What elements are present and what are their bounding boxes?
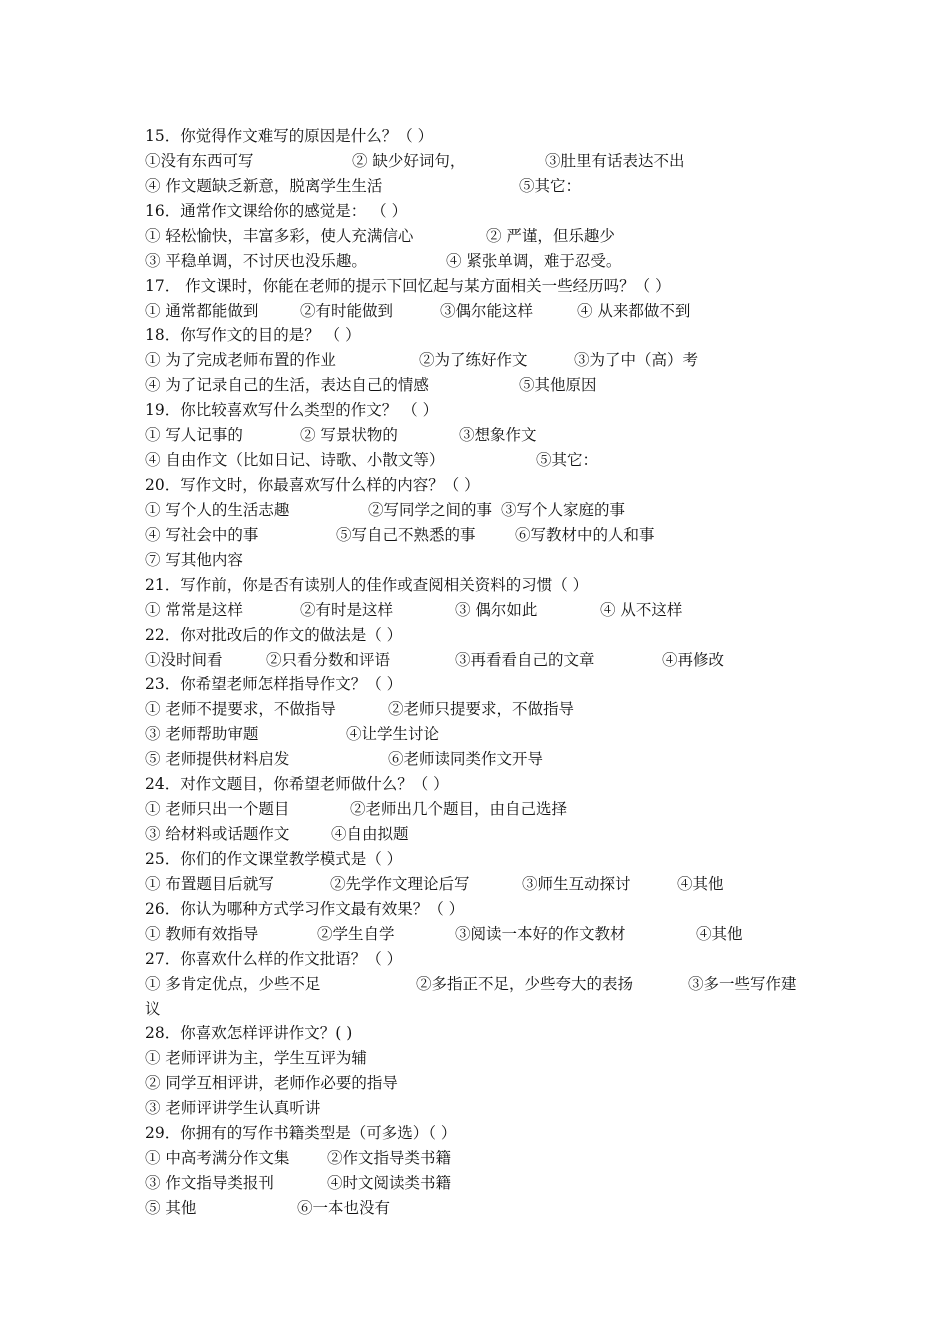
answer-option: ⑤写自己不熟悉的事: [336, 526, 476, 544]
question-text: 16．通常作文课给你的感觉是： （ ）: [145, 202, 408, 220]
answer-option: ②多指正不足，少些夸大的表扬: [416, 975, 634, 993]
answer-option: ②写同学之间的事: [368, 501, 493, 519]
answer-option: ③ 作文指导类报刊: [145, 1174, 274, 1192]
answer-option: ②作文指导类书籍: [327, 1149, 452, 1167]
question-text: 26．你认为哪种方式学习作文最有效果？（ ）: [145, 900, 465, 918]
answer-option: ②老师出几个题目，由自己选择: [350, 800, 568, 818]
answer-option: ① 写人记事的: [145, 426, 243, 444]
answer-option: ② 同学互相评讲，老师作必要的指导: [145, 1074, 398, 1092]
answer-option: ① 通常都能做到: [145, 302, 259, 320]
answer-option: ①没时间看: [145, 651, 223, 669]
answer-option: ⑥一本也没有: [297, 1199, 391, 1217]
answer-option: ① 写个人的生活志趣: [145, 501, 290, 519]
answer-option: ⑦ 写其他内容: [145, 551, 243, 569]
answer-option: ②为了练好作文: [419, 351, 528, 369]
answer-option: ④ 为了记录自己的生活，表达自己的情感: [145, 376, 429, 394]
answer-option: ① 轻松愉快，丰富多彩，使人充满信心: [145, 227, 414, 245]
answer-option: ②有时能做到: [300, 302, 394, 320]
answer-option: ③ 老师评讲学生认真听讲: [145, 1099, 321, 1117]
question-text: 23．你希望老师怎样指导作文？（ ）: [145, 675, 403, 693]
answer-option: ④其他: [677, 875, 724, 893]
answer-option: ① 多肯定优点，少些不足: [145, 975, 321, 993]
answer-option: ① 布置题目后就写: [145, 875, 274, 893]
answer-option: ⑥老师读同类作文开导: [388, 750, 544, 768]
question-text: 22．你对批改后的作文的做法是（ ）: [145, 626, 403, 644]
answer-option: ⑤ 其他: [145, 1199, 197, 1217]
answer-option: ⑤其它：: [536, 451, 599, 469]
answer-option: ③多一些写作建: [688, 975, 797, 993]
answer-option: ②学生自学: [317, 925, 395, 943]
answer-option: ① 常常是这样: [145, 601, 243, 619]
answer-option: ④ 写社会中的事: [145, 526, 259, 544]
answer-option: ③想象作文: [459, 426, 537, 444]
answer-option: ③ 平稳单调，不讨厌也没乐趣。: [145, 252, 367, 270]
answer-option: ③ 给材料或话题作文: [145, 825, 290, 843]
answer-option: ⑤其它：: [519, 177, 582, 195]
answer-option: ④让学生讨论: [346, 725, 440, 743]
question-text: 15．你觉得作文难写的原因是什么？（ ）: [145, 127, 434, 145]
answer-option: ②老师只提要求，不做指导: [388, 700, 575, 718]
answer-option: ③ 老师帮助审题: [145, 725, 259, 743]
answer-option: ③阅读一本好的作文教材: [455, 925, 626, 943]
answer-option: ③偶尔能这样: [440, 302, 534, 320]
answer-option: ③ 偶尔如此: [455, 601, 538, 619]
answer-option: ④ 自由作文（比如日记、诗歌、小散文等）: [145, 451, 445, 469]
question-text: 28．你喜欢怎样评讲作文？( ): [145, 1024, 353, 1042]
answer-option: ④ 作文题缺乏新意，脱离学生生活: [145, 177, 383, 195]
answer-option: ① 老师评讲为主，学生互评为辅: [145, 1049, 367, 1067]
answer-option: ② 写景状物的: [300, 426, 398, 444]
question-text: 17． 作文课时，你能在老师的提示下回忆起与某方面相关一些经历吗？（ ）: [145, 277, 671, 295]
answer-option: ① 教师有效指导: [145, 925, 259, 943]
question-text: 18．你写作文的目的是？ （ ）: [145, 326, 361, 344]
answer-option: ① 老师只出一个题目: [145, 800, 290, 818]
question-text: 24．对作文题目，你希望老师做什么？（ ）: [145, 775, 449, 793]
answer-option: ②只看分数和评语: [266, 651, 391, 669]
answer-option: ②有时是这样: [300, 601, 394, 619]
answer-option: ④ 紧张单调，难于忍受。: [446, 252, 622, 270]
question-text: 21．写作前，你是否有读别人的佳作或查阅相关资料的习惯（ ）: [145, 576, 589, 594]
answer-option: ② 严谨，但乐趣少: [486, 227, 615, 245]
answer-option: ④其他: [696, 925, 743, 943]
answer-option: ① 老师不提要求，不做指导: [145, 700, 336, 718]
answer-option: ①没有东西可写: [145, 152, 254, 170]
question-text: 19．你比较喜欢写什么类型的作文？ （ ）: [145, 401, 439, 419]
answer-option: ③为了中（高）考: [574, 351, 699, 369]
answer-option: 议: [145, 1000, 161, 1018]
answer-option: ① 中高考满分作文集: [145, 1149, 290, 1167]
question-text: 20．写作文时，你最喜欢写什么样的内容？（ ）: [145, 476, 480, 494]
question-text: 27．你喜欢什么样的作文批语？（ ）: [145, 950, 403, 968]
answer-option: ① 为了完成老师布置的作业: [145, 351, 336, 369]
answer-option: ④时文阅读类书籍: [327, 1174, 452, 1192]
answer-option: ⑤其他原因: [519, 376, 597, 394]
answer-option: ④自由拟题: [331, 825, 409, 843]
question-text: 25．你们的作文课堂教学模式是（ ）: [145, 850, 403, 868]
answer-option: ③写个人家庭的事: [501, 501, 626, 519]
question-text: 29．你拥有的写作书籍类型是（可多选）（ ）: [145, 1124, 457, 1142]
answer-option: ④ 从不这样: [600, 601, 683, 619]
answer-option: ⑤ 老师提供材料启发: [145, 750, 290, 768]
answer-option: ③再看看自己的文章: [455, 651, 595, 669]
answer-option: ④再修改: [662, 651, 725, 669]
answer-option: ⑥写教材中的人和事: [515, 526, 655, 544]
answer-option: ③师生互动探讨: [522, 875, 631, 893]
answer-option: ②先学作文理论后写: [330, 875, 470, 893]
answer-option: ② 缺少好词句，: [352, 152, 466, 170]
answer-option: ④ 从来都做不到: [577, 302, 691, 320]
answer-option: ③肚里有话表达不出: [545, 152, 685, 170]
